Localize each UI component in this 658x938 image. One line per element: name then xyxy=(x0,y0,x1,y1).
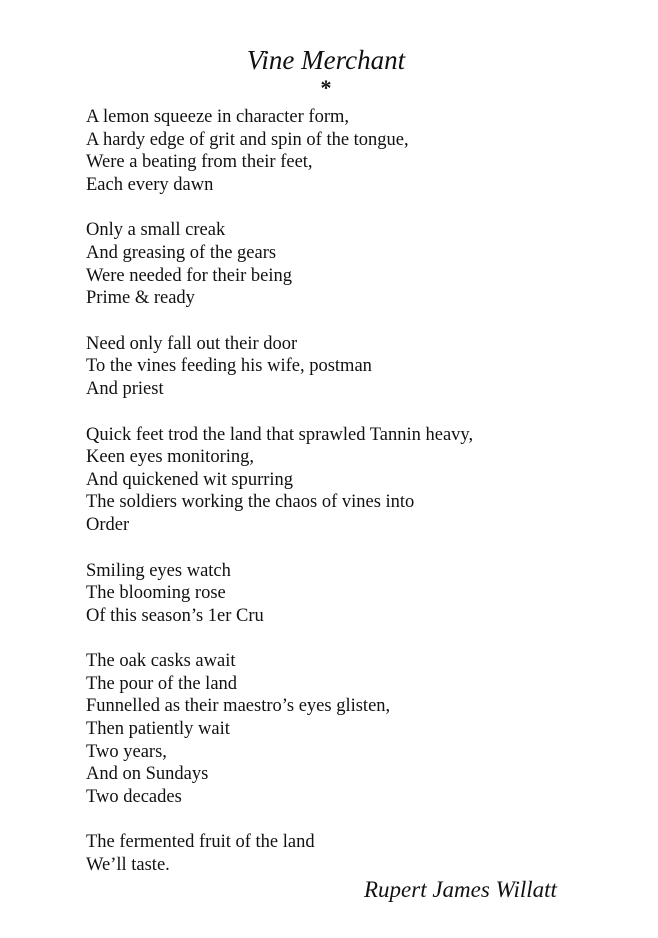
poem-line: Smiling eyes watch xyxy=(86,560,231,581)
stanza-5 xyxy=(86,560,646,628)
poem-body xyxy=(86,106,646,900)
poem-line: The oak casks await xyxy=(86,651,236,672)
poem-line: We’ll taste. xyxy=(86,855,170,876)
poem-line: Then patiently wait xyxy=(86,719,230,740)
poem-line: Each every dawn xyxy=(86,174,214,195)
poem-line: And greasing of the gears xyxy=(86,242,277,263)
poem-title: Vine Merchant xyxy=(246,45,406,75)
poem-line: Of this season’s 1er Cru xyxy=(86,605,264,626)
poem-line: Were needed for their being xyxy=(86,265,293,286)
poem-line: And on Sundays xyxy=(86,764,209,785)
poem-line: Need only fall out their door xyxy=(86,333,298,354)
stanza-7 xyxy=(86,831,646,876)
stanza-6 xyxy=(86,650,646,808)
poem-line: A lemon squeeze in character form, xyxy=(86,107,349,127)
poem-line: The soldiers working the chaos of vines into xyxy=(86,492,415,513)
poem-line: The pour of the land xyxy=(86,673,238,694)
poem-line: Funnelled as their maestro’s eyes glisten, xyxy=(86,696,391,717)
stanza-1 xyxy=(86,106,646,196)
poem-line: The blooming rose xyxy=(86,583,226,604)
poem-line: Two decades xyxy=(86,786,182,807)
stanza-2 xyxy=(86,219,646,309)
poem-line: The fermented fruit of the land xyxy=(86,832,315,853)
stanza-3 xyxy=(86,333,646,401)
poem-line: Two years, xyxy=(86,741,167,762)
poem-line: Keen eyes monitoring, xyxy=(86,447,254,468)
author-signature: Rupert James Willatt xyxy=(364,877,557,902)
poem-line: Prime & ready xyxy=(86,288,195,309)
poem-line: And priest xyxy=(86,378,164,399)
poem-line: Were a beating from their feet, xyxy=(86,152,313,173)
poem-line: Only a small creak xyxy=(86,220,226,241)
title-separator: * xyxy=(320,75,332,100)
poem-line: To the vines feeding his wife, postman xyxy=(86,356,372,377)
poem-line: A hardy edge of grit and spin of the tongue, xyxy=(86,129,409,150)
stanza-4 xyxy=(86,424,646,537)
poem-line: Order xyxy=(86,514,130,535)
poem-line: Quick feet trod the land that sprawled Tannin heavy, xyxy=(86,424,474,445)
poem-line: And quickened wit spurring xyxy=(86,469,294,490)
